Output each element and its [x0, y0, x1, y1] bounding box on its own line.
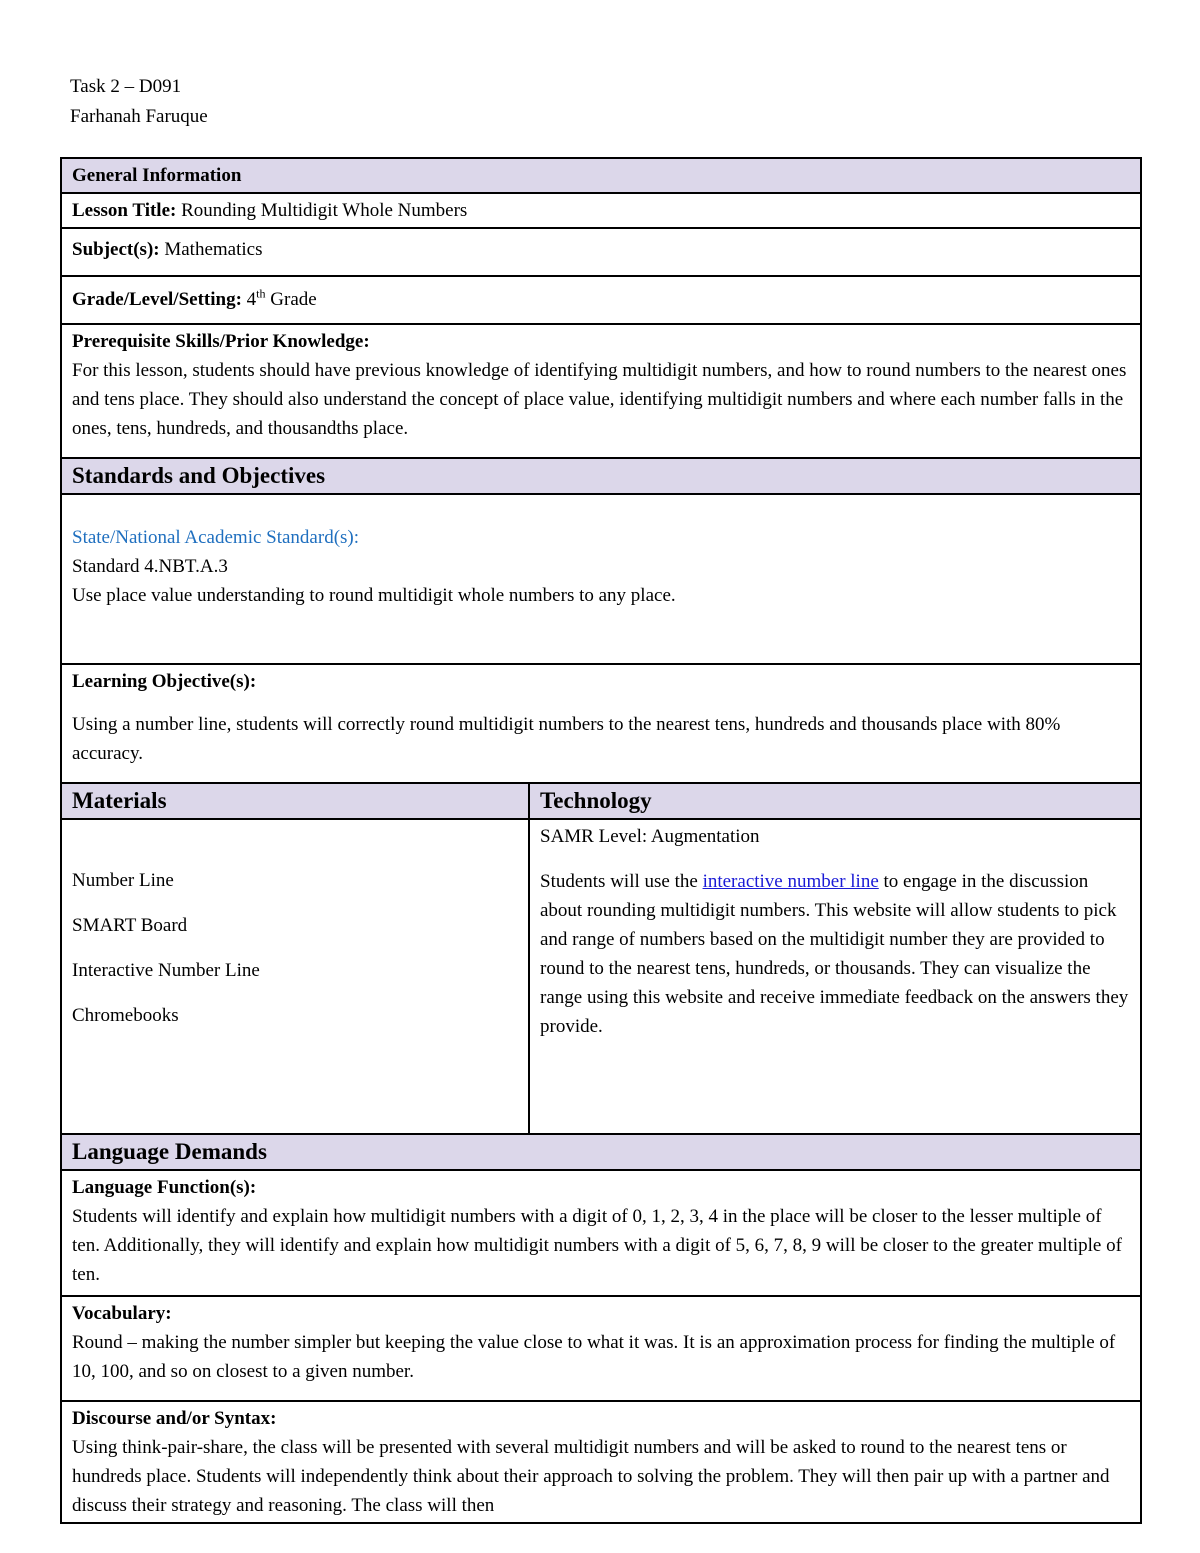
grade-word: Grade: [270, 289, 317, 310]
samr-level: SAMR Level: Augmentation: [540, 826, 760, 847]
material-item: SMART Board: [72, 915, 188, 936]
standards-heading: Standards and Objectives: [61, 458, 1141, 494]
interactive-number-line-link[interactable]: interactive number line: [702, 871, 879, 892]
tech-text-before: Students will use the: [540, 871, 703, 892]
discourse-text: Using think-pair-share, the class will be presented with several multidigit numbers and will be asked to round to the nearest tens or hundreds place. Students will independently think about their approach to solving the problem. They will then pair up with a partner and discuss their strategy and reasoning. The class will then: [72, 1437, 1110, 1516]
discourse-label: Discourse and/or Syntax:: [72, 1408, 277, 1429]
technology-heading: Technology: [529, 783, 1141, 819]
lesson-title-label: Lesson Title:: [72, 200, 177, 221]
subject-row: [61, 228, 1141, 276]
language-header-row: [61, 1134, 1141, 1170]
technology-cell: [529, 819, 1141, 1134]
vocabulary-row: [61, 1296, 1141, 1401]
materials-tech-row: [61, 819, 1141, 1134]
language-function-label: Language Function(s):: [72, 1177, 257, 1198]
grade-number: 4: [246, 289, 257, 310]
lesson-title-value: Rounding Multidigit Whole Numbers: [181, 200, 468, 221]
language-function-text: Students will identify and explain how multidigit numbers with a digit of 0, 1, 2, 3, 4 in the place will be closer to the lesser multiple of ten. Additionally, they will identify and explain how multidigit numbers with a digit of 5, 6, 7, 8, 9 will be closer to the greater multiple of ten.: [72, 1206, 1122, 1285]
standard-label: State/National Academic Standard(s):: [72, 527, 360, 548]
technology-description: [540, 867, 1130, 1041]
materials-cell: [61, 819, 529, 1134]
vocabulary-text: Round – making the number simpler but keeping the value close to what it was. It is an approximation process for finding the multiple of 10, 100, and so on closest to a given number.: [72, 1332, 1116, 1382]
subject-value: Mathematics: [164, 239, 263, 260]
materials-heading: Materials: [61, 783, 529, 819]
task-line: Task 2 – D091: [70, 76, 182, 97]
objective-row: [61, 664, 1141, 783]
grade-row: [61, 276, 1141, 324]
prereq-row: [61, 324, 1141, 458]
general-info-header-row: [61, 158, 1141, 193]
lesson-plan-table: [60, 157, 1142, 1524]
objective-label: Learning Objective(s):: [72, 671, 257, 692]
author-name: Farhanah Faruque: [70, 106, 208, 127]
objective-text: Using a number line, students will correctly round multidigit numbers to the nearest tens, hundreds and thousands place with 80% accuracy.: [72, 714, 1061, 764]
grade-label: Grade/Level/Setting:: [72, 289, 242, 310]
material-item: Chromebooks: [72, 1005, 179, 1026]
language-heading: Language Demands: [61, 1134, 1141, 1170]
language-function-row: [61, 1170, 1141, 1296]
standard-text: Use place value understanding to round multidigit whole numbers to any place.: [72, 585, 676, 606]
general-info-heading: General Information: [61, 158, 1141, 193]
discourse-row: [61, 1401, 1141, 1523]
document-header: [70, 72, 208, 132]
tech-text-after: to engage in the discussion about rounding multidigit numbers. This website will allow students to pick and range of numbers based on the multidigit number they are provided to round to the nearest tens, hundreds, or thousands. They can visualize the range using this website and receive immediate feedback on the answers they provide.: [540, 871, 1129, 1037]
standard-code: Standard 4.NBT.A.3: [72, 556, 228, 577]
materials-tech-header-row: [61, 783, 1141, 819]
prereq-label: Prerequisite Skills/Prior Knowledge:: [72, 331, 370, 352]
grade-suffix: th: [256, 286, 266, 301]
prereq-text: For this lesson, students should have previous knowledge of identifying multidigit numbers, and how to round numbers to the nearest ones and tens place. They should also understand the concept of place value, identifying multidigit numbers and where each number falls in the ones, tens, hundreds, and thousandths place.: [72, 360, 1127, 439]
subject-label: Subject(s):: [72, 239, 160, 260]
standards-header-row: [61, 458, 1141, 494]
material-item: Number Line: [72, 870, 174, 891]
lesson-title-row: [61, 193, 1141, 228]
material-item: Interactive Number Line: [72, 960, 260, 981]
standard-row: [61, 494, 1141, 664]
vocabulary-label: Vocabulary:: [72, 1303, 172, 1324]
